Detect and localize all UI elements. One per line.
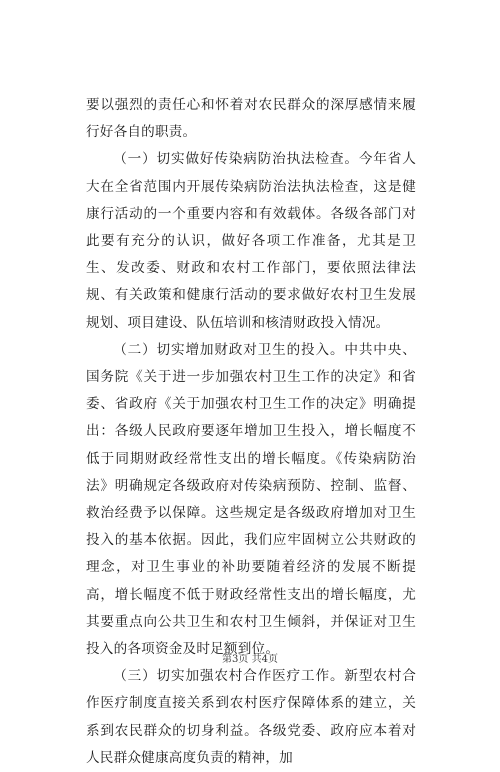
document-body bbox=[86, 92, 416, 772]
paragraph-section-1: （一）切实做好传染病防治执法检查。今年省人大在全省范围内开展传染病防治法执法检查，这是健康行活动的一个重要内容和有效载体。各级各部门对此要有充分的认识，做好各项工作准备，尤其是卫生、发改委、财政和农村工作部门，要依照法律法规、有关政策和健康行活动的要求做好农村卫生发展规划、项目建设、队伍培训和核清财政投入情况。 bbox=[86, 151, 416, 331]
paragraph-section-2: （二）切实增加财政对卫生的投入。中共中央、国务院《关于进一步加强农村卫生工作的决定》和省委、省政府《关于加强农村卫生工作的决定》明确提出：各级人民政府要逐年增加卫生投入，增长幅度不低于同期财政经常性支出的增长幅度。《传染病防治法》明确规定各级政府对传染病预防、控制、监督、救治经费予以保障。这些规定是各级政府增加对卫生投入的基本依据。因此，我们应牢固树立公共财政的理念，对卫生事业的补助要随着经济的发展不断提高，增长幅度不低于财政经常性支出的增长幅度，尤其要重点向公共卫生和农村卫生倾斜，并保证对卫生投入的各项资金及时足额到位。 bbox=[86, 341, 416, 658]
page-footer: 第3页 共4页 bbox=[222, 654, 278, 665]
paragraph-section-3: （三）切实加强农村合作医疗工作。新型农村合作医疗制度直接关系到农村医疗保障体系的建立，关系到农民群众的切身利益。各级党委、政府应本着对人民群众健康高度负责的精神，加 bbox=[86, 668, 416, 766]
paragraph-continuation: 要以强烈的责任心和怀着对农民群众的深厚感情来履行好各自的职责。 bbox=[86, 97, 416, 141]
